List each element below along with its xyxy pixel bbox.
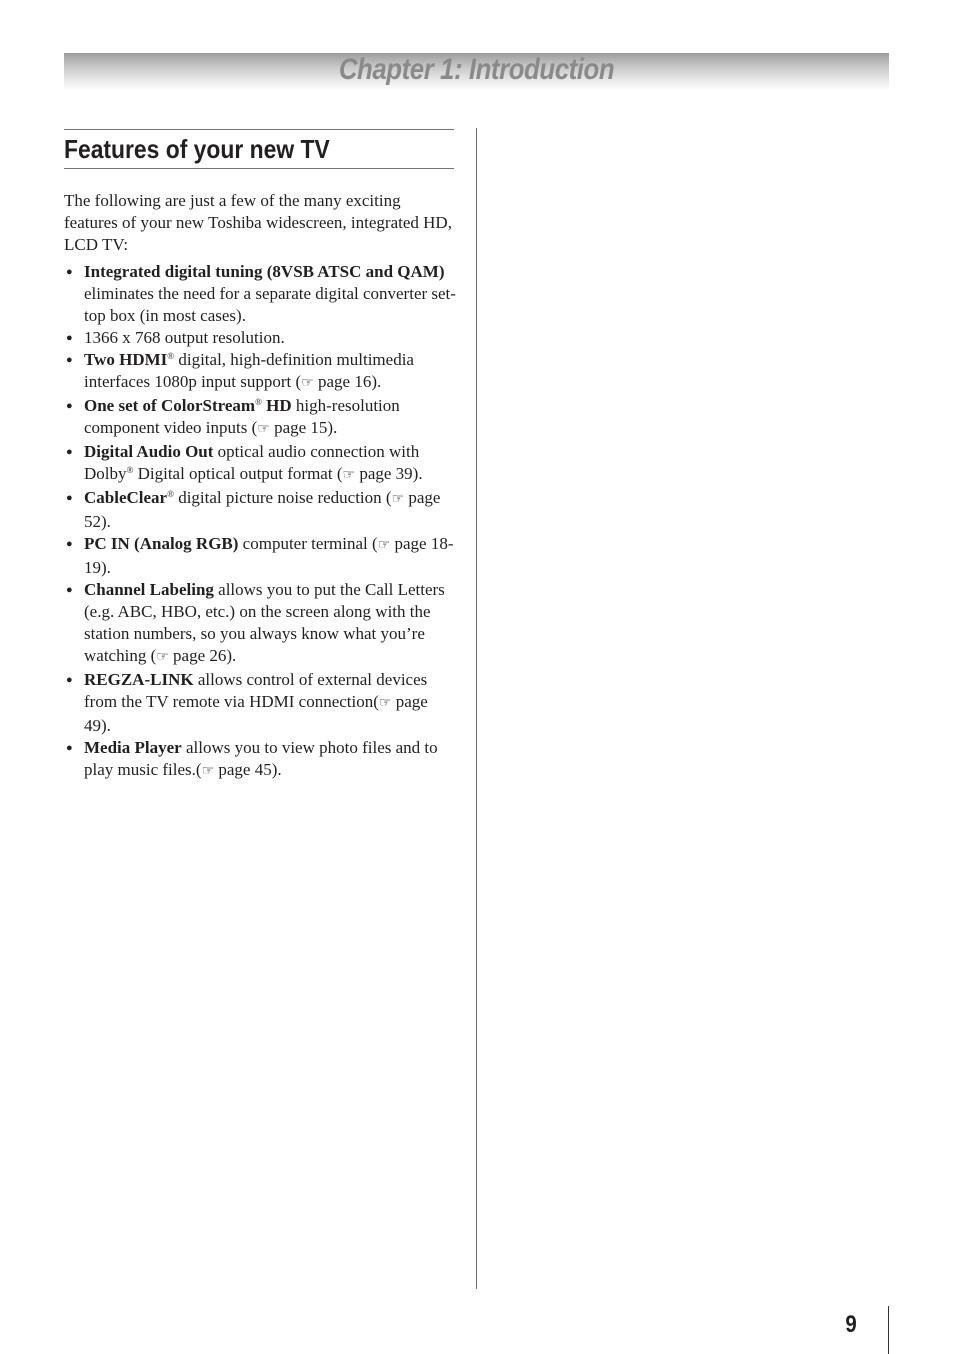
bullet-icon: ● [66,674,73,686]
chapter-header-bar [64,53,889,91]
registered-mark: ® [167,351,175,361]
page-reference-icon: ☞ [201,764,215,779]
feature-item [64,395,456,441]
registered-mark: ® [255,397,262,407]
section-bottom-rule [64,168,454,169]
feature-bold-label: Digital Audio Out [84,442,214,461]
feature-text: high-resolution component video inputs ( [84,396,400,437]
page-reference-icon: ☞ [342,468,356,483]
feature-text: digital, high-definition multimedia interfaces 1080p input support ( [84,350,414,391]
feature-bold-label: Channel Labeling [84,580,214,599]
feature-page-reference: page 16). [313,372,382,391]
feature-bold-label: Integrated digital tuning (8VSB ATSC and QAM) [84,262,445,281]
feature-page-reference: page 49). [84,692,428,735]
feature-item [64,737,456,783]
bullet-icon: ● [66,332,73,344]
feature-page-reference: page 39). [355,464,423,483]
feature-bold-label: REGZA-LINK [84,670,194,689]
page-number-rule [888,1306,889,1354]
bullet-icon: ● [66,354,73,366]
page-reference-icon: ☞ [257,422,270,437]
page-reference-icon: ☞ [377,538,391,553]
feature-bold-label-suffix: HD [261,396,292,415]
registered-mark: ® [126,465,134,475]
bullet-icon: ● [66,266,73,278]
page-reference-icon: ☞ [378,696,392,711]
feature-text: allows control of external devices from the TV remote via HDMI connection( [84,670,428,711]
feature-text: allows you to put the Call Letters (e.g. ABC, HBO, etc.) on the screen along with the station numbers, so you always know what you’re watching ( [84,580,445,665]
feature-page-reference: page 52). [84,488,441,531]
bullet-icon: ● [66,400,73,412]
feature-item [64,441,456,487]
feature-item [64,579,456,669]
feature-page-reference: page 15). [269,418,338,437]
bullet-icon: ● [66,742,73,754]
feature-list [64,261,456,783]
feature-text: allows you to view photo files and to play music files.( [84,738,438,779]
bullet-icon: ● [66,584,73,596]
feature-item [64,327,456,349]
feature-item [64,349,456,395]
feature-page-reference: page 45). [214,760,282,779]
feature-bold-label: One set of ColorStream [84,396,256,415]
feature-text: eliminates the need for a separate digital converter set-top box (in most cases). [84,284,456,325]
bullet-icon: ● [66,446,73,458]
feature-page-reference: page 18-19). [84,534,454,577]
section-title: Features of your new TV [64,134,330,164]
feature-text: digital picture noise reduction ( [173,488,392,507]
feature-item [64,669,456,737]
feature-bold-label: PC IN (Analog RGB) [84,534,239,553]
feature-item [64,261,456,327]
feature-page-reference: page 26). [168,646,237,665]
bullet-icon: ● [66,538,73,550]
feature-bold-label: Two HDMI [84,350,168,369]
feature-text: optical audio connection with Dolby [84,442,420,483]
page-reference-icon: ☞ [391,492,405,507]
feature-item [64,487,456,533]
section-top-rule [64,129,454,130]
feature-text: 1366 x 768 output resolution. [84,328,285,347]
feature-text-continued: Digital optical output format ( [133,464,343,483]
registered-mark: ® [167,489,174,499]
page-reference-icon: ☞ [156,650,169,665]
page-reference-icon: ☞ [301,376,314,391]
page-number: 9 [845,1311,857,1338]
chapter-title: Chapter 1: Introduction [338,53,615,86]
feature-item [64,533,456,579]
feature-text: computer terminal ( [238,534,378,553]
bullet-icon: ● [66,492,73,504]
column-divider [476,128,477,1289]
intro-paragraph: The following are just a few of the many exciting features of your new Toshiba widescreen, integrated HD, LCD TV: [64,191,452,254]
feature-bold-label: CableClear [84,488,168,507]
feature-bold-label: Media Player [84,738,182,757]
